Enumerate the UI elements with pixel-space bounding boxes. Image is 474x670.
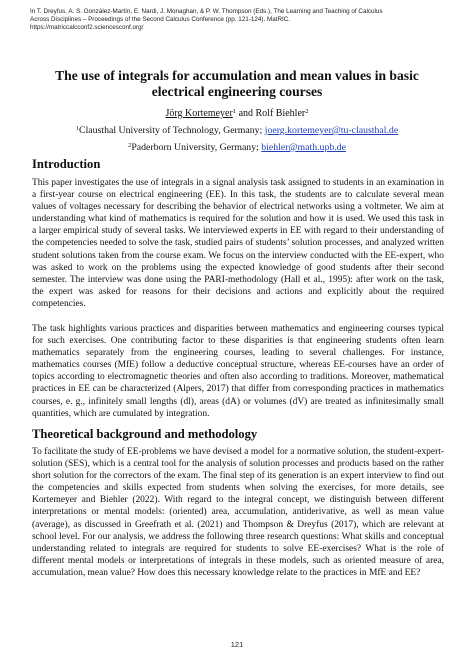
affiliation-2 (0, 142, 474, 154)
affiliation-2-text: Paderborn University, Germany; (131, 142, 262, 153)
section-heading-introduction: Introduction (32, 157, 101, 171)
citation-url[interactable]: https://matriccalcconf2.sciencesconf.org/ (30, 24, 144, 32)
paragraph-theory-1: To facilitate the study of EE-problems we have devised a model for a normative solution, the student-expert-solution (SES), which is a central tool for the analysis of solution processes and products based on the rather short solution for the correctors of the exam. The final step of its generation is an expert interview to find out the competencies and skills expected from students when solving the exercises, for more details, see Kortemeyer and Biehler (2022). With regard to the integral concept, we distinguish between different interpretations or mental models: (oriented) area, accumulation, antiderivative, as well as mean value (average), as discussed in Greefrath et al. (2021) and Thompson & Dreyfus (2017), which are relevant at school level. For our analysis, we address the following three research questions: What skills and conceptual understanding related to integrals are required for students to solve EE-exercises? What is the role of different mental models or interpretations of integrals in these models, such as oriented measure of area, accumulation, mean value? How does this necessary knowledge relate to the practices in MfE and EE? (32, 447, 444, 578)
affiliation-1 (0, 125, 474, 137)
paragraph-intro-2: The task highlights various practices and disparities between mathematics and engineering courses typical for such exercises. One contributing factor to these disparities is that engineering students often learn mathematics separately from the engineering courses, leading to several challenges. For instance, mathematics courses (MfE) follow a deductive conceptual structure, whereas EE-courses have an order of topics according to electromagnetic theories and often also according to traditions. Moreover, mathematical practices in EE can be characterized (Alpers, 2017) that differ from corresponding practices in mathematics courses, e. g., infinitely small lengths (dl), areas (dA) or volumes (dV) are treated as infinitesimally small quantities, which are cumulated by integration. (32, 324, 444, 419)
author-line (0, 108, 474, 120)
affiliation-1-email-link[interactable]: joerg.kortemeyer@tu-clausthal.de (264, 125, 399, 136)
section-heading-theory: Theoretical background and methodology (32, 427, 258, 441)
author-and: and Rolf Biehler (236, 108, 306, 119)
paragraph-intro-1: This paper investigates the use of integrals in a signal analysis task assigned to students in an examination in a first-year course on electrical engineering (EE). In this task, the students are to calculate several mean values of voltages necessary for describing the behavior of electrical networks using a voltmeter. We aim at understanding what kind of mathematics is required for the solution and how it is used. We used this task in a larger empirical study of several tasks. We interviewed experts in EE with regard to their understanding of the competencies needed to solve the task, studied pairs of students’ solution processes, and analyzed written student solutions taken from the course exam. We focus on the interview conducted with the EE-expert, who was asked to work on the problems using the expected knowledge of good students after their second semester. The interview was done using the PARI-methodology (Hall et al., 1995): after work on the task, the expert was asked for reasons for their decisions and actions and explicitly about the required competencies. (32, 178, 444, 309)
citation-line-2: Across Disciplines – Proceedings of the Second Calculus Conference (pp. 121-124). MatRIC. (30, 16, 291, 24)
author-2-sup: 2 (305, 108, 309, 115)
affiliation-2-email-link[interactable]: biehler@math.upb.de (261, 142, 346, 153)
page-number: 121 (230, 640, 244, 649)
affiliation-1-sup: 1 (75, 125, 80, 132)
citation-header (30, 8, 450, 33)
affiliation-1-text: Clausthal University of Technology, Germany; (79, 125, 265, 136)
paper-title: The use of integrals for accumulation and mean values in basic electrical engineering courses (55, 68, 419, 99)
author-1: Jörg Kortemeyer (165, 108, 233, 119)
author-1-sup: 1 (232, 108, 237, 115)
affiliation-2-sup: 2 (128, 142, 132, 149)
citation-line-1: In T. Dreyfus, A. S. González-Martín, E. Nardi, J. Monaghan, & P. W. Thompson (Eds.), The Learning and Teaching of Calculus (30, 8, 383, 15)
